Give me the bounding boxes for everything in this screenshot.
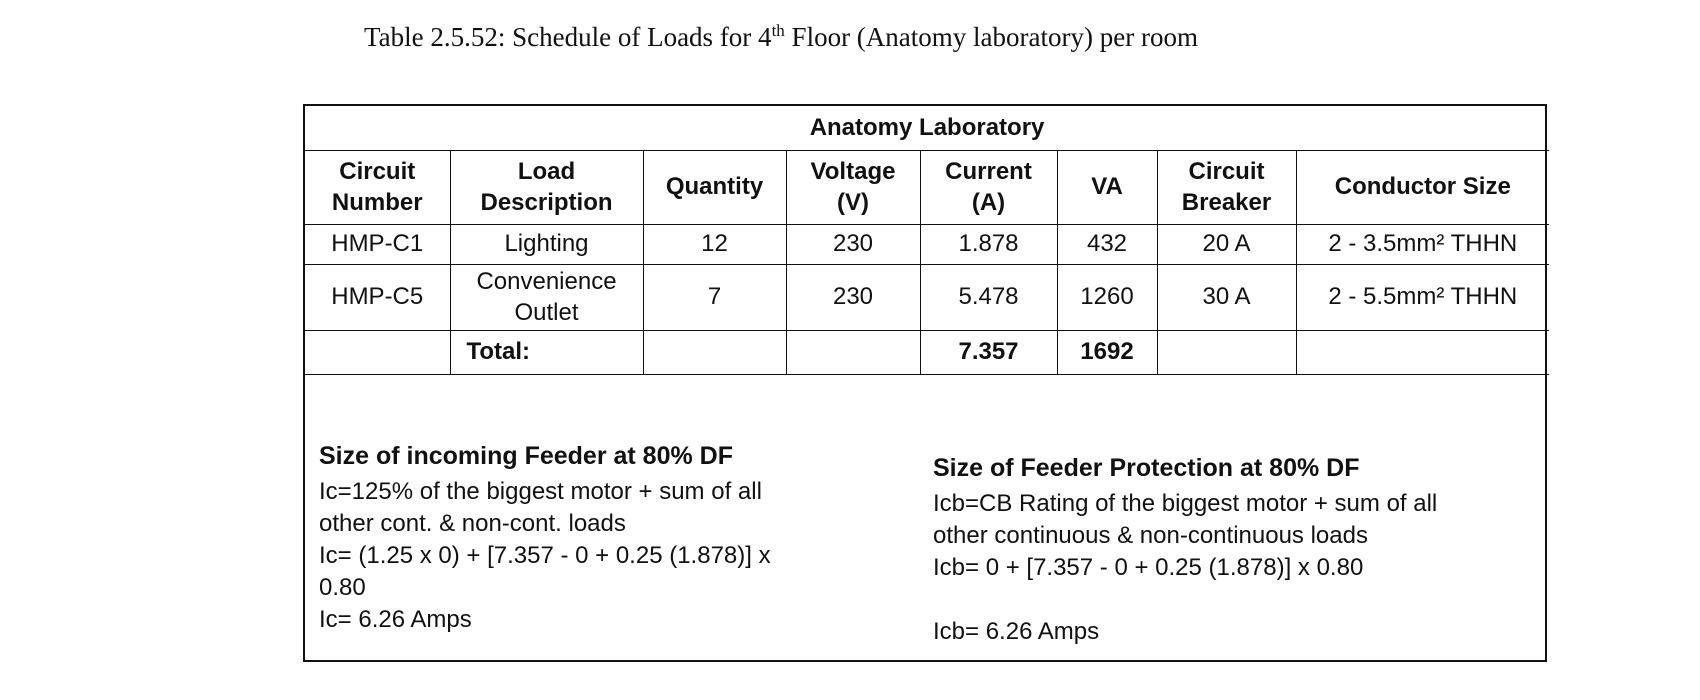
table-caption bbox=[0, 22, 1562, 53]
header-current: Current (A) bbox=[920, 150, 1057, 224]
cell-va: 432 bbox=[1057, 224, 1157, 264]
cell-breaker: 30 A bbox=[1157, 264, 1296, 330]
cell-empty bbox=[643, 330, 786, 374]
feeder-size-line: Ic= (1.25 x 0) + [7.357 - 0 + 0.25 (1.878)] x bbox=[319, 542, 771, 569]
feeder-size-title: Size of incoming Feeder at 80% DF bbox=[319, 442, 733, 470]
total-current: 7.357 bbox=[920, 330, 1057, 374]
cell-empty bbox=[1157, 330, 1296, 374]
header-load-description: Load Description bbox=[450, 150, 643, 224]
cell-quantity: 7 bbox=[643, 264, 786, 330]
load-schedule-frame bbox=[303, 104, 1547, 662]
table-title: Anatomy Laboratory bbox=[305, 106, 1549, 150]
cell-conductor: 2 - 3.5mm² THHN bbox=[1296, 224, 1549, 264]
cell-va: 1260 bbox=[1057, 264, 1157, 330]
caption-superscript: th bbox=[771, 21, 785, 40]
cell-empty bbox=[1296, 330, 1549, 374]
feeder-size-line: Ic=125% of the biggest motor + sum of all bbox=[319, 478, 762, 505]
table-row bbox=[305, 224, 1549, 264]
feeder-protection-line: Icb= 0 + [7.357 - 0 + 0.25 (1.878)] x 0.80 bbox=[933, 554, 1364, 581]
spacer bbox=[933, 584, 1533, 616]
feeder-size-section bbox=[319, 440, 859, 636]
feeder-size-line: 0.80 bbox=[319, 574, 366, 601]
cell-quantity: 12 bbox=[643, 224, 786, 264]
feeder-protection-result: Icb= 6.26 Amps bbox=[933, 618, 1100, 645]
header-va: VA bbox=[1057, 150, 1157, 224]
feeder-protection-title: Size of Feeder Protection at 80% DF bbox=[933, 454, 1360, 482]
cell-current: 1.878 bbox=[920, 224, 1057, 264]
total-label: Total: bbox=[450, 330, 643, 374]
caption-suffix: Floor (Anatomy laboratory) per room bbox=[784, 22, 1198, 52]
header-circuit-breaker: Circuit Breaker bbox=[1157, 150, 1296, 224]
header-quantity: Quantity bbox=[643, 150, 786, 224]
feeder-protection-line: Icb=CB Rating of the biggest motor + sum of all bbox=[933, 490, 1438, 517]
header-row bbox=[305, 150, 1549, 224]
load-schedule-table bbox=[305, 106, 1549, 375]
cell-voltage: 230 bbox=[786, 224, 920, 264]
cell-breaker: 20 A bbox=[1157, 224, 1296, 264]
feeder-protection-line: other continuous & non-continuous loads bbox=[933, 522, 1368, 549]
cell-load: Lighting bbox=[450, 224, 643, 264]
cell-load: Convenience Outlet bbox=[450, 264, 643, 330]
header-conductor-size: Conductor Size bbox=[1296, 150, 1549, 224]
feeder-size-line: other cont. & non-cont. loads bbox=[319, 510, 626, 537]
total-va: 1692 bbox=[1057, 330, 1157, 374]
feeder-protection-section bbox=[933, 452, 1533, 648]
cell-circuit: HMP-C1 bbox=[305, 224, 450, 264]
cell-current: 5.478 bbox=[920, 264, 1057, 330]
caption-prefix: Table 2.5.52: Schedule of Loads for 4 bbox=[364, 22, 772, 52]
cell-conductor: 2 - 5.5mm² THHN bbox=[1296, 264, 1549, 330]
cell-circuit: HMP-C5 bbox=[305, 264, 450, 330]
cell-empty bbox=[305, 330, 450, 374]
header-circuit-number: Circuit Number bbox=[305, 150, 450, 224]
cell-voltage: 230 bbox=[786, 264, 920, 330]
total-row bbox=[305, 330, 1549, 374]
feeder-size-result: Ic= 6.26 Amps bbox=[319, 606, 472, 633]
table-row bbox=[305, 264, 1549, 330]
header-voltage: Voltage (V) bbox=[786, 150, 920, 224]
cell-empty bbox=[786, 330, 920, 374]
